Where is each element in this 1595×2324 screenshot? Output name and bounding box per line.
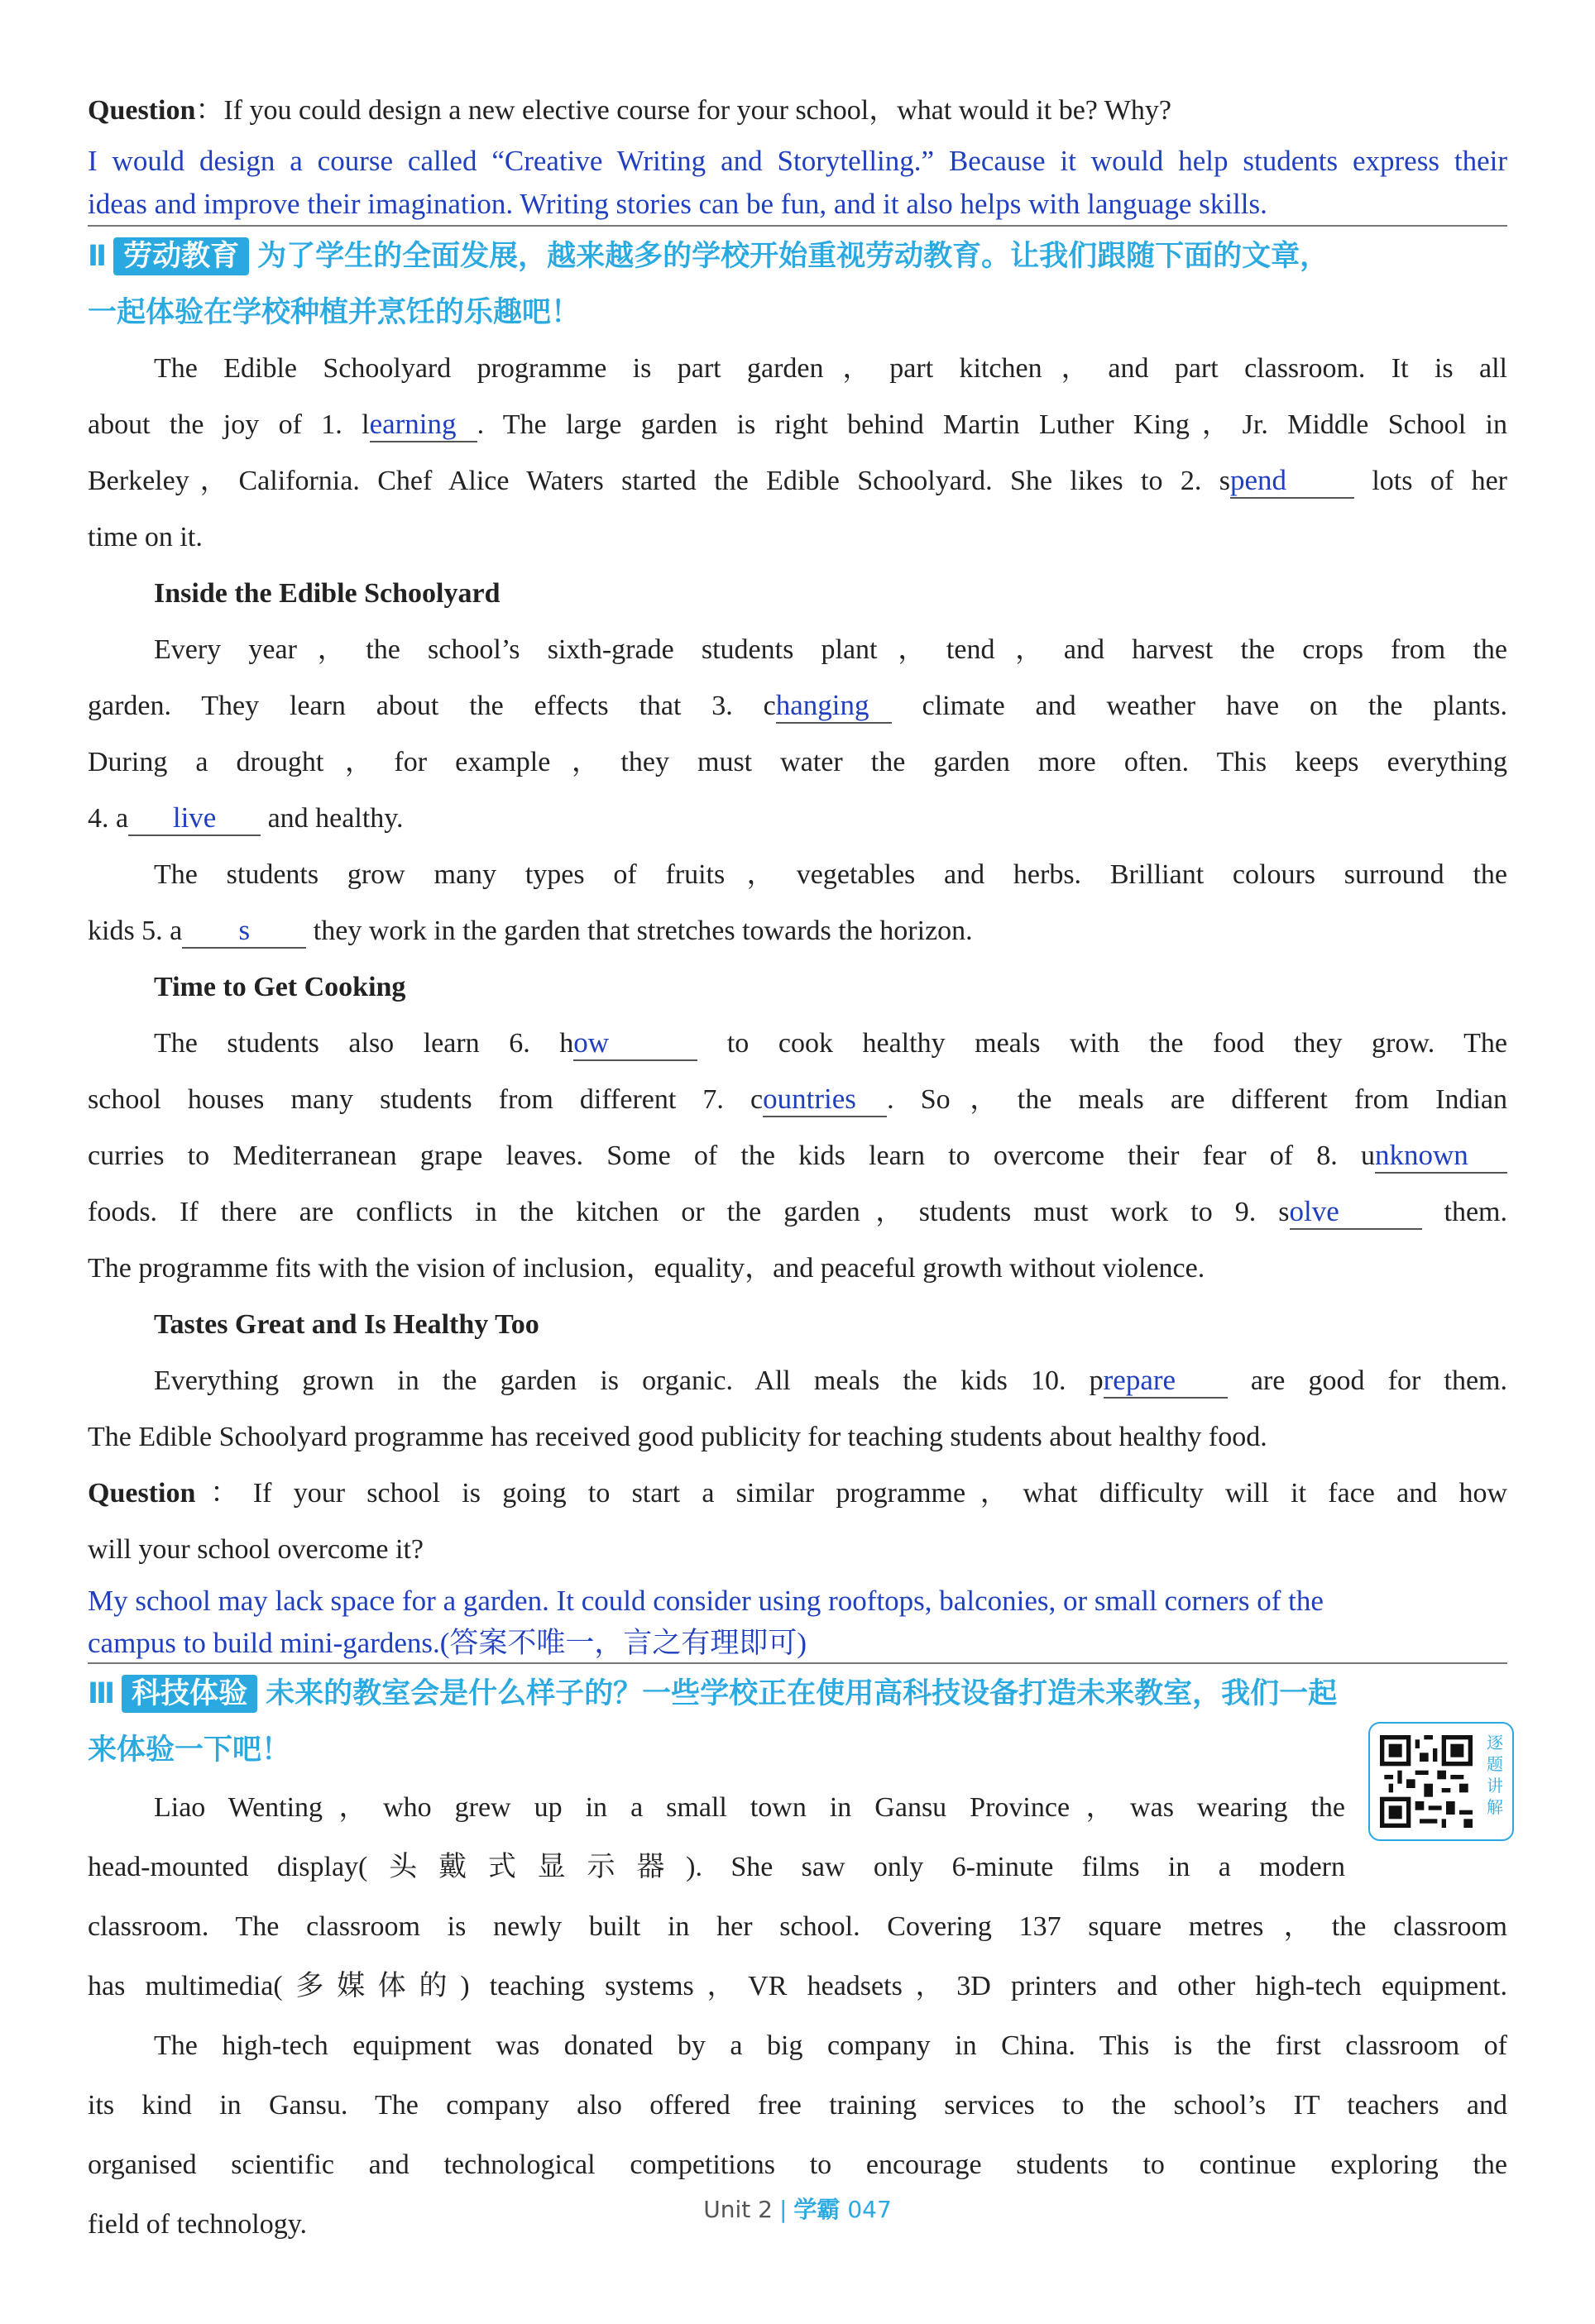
passage-line: curries to Mediterranean grape leaves. Some of the kids learn to overcome their fear of 8. unknown (88, 1128, 1507, 1184)
blank-2[interactable]: pend (1230, 464, 1354, 499)
question-2-line-2: will your school overcome it? (88, 1534, 424, 1565)
passage-line: about the joy of 1. learning . The large garden is right behind Martin Luther King，Jr. Middle School in (88, 397, 1507, 453)
passage-line: 4. a live and healthy. (88, 791, 1507, 847)
footer-separator: | (778, 2196, 788, 2223)
passage-line: The Edible Schoolyard programme has received good publicity for teaching students about healthy food. (88, 1422, 1267, 1452)
blank-6[interactable]: ow (573, 1026, 697, 1061)
passage-line: The students also learn 6. how to cook healthy meals with the food they grow. The (88, 1016, 1507, 1072)
qr-code-icon (1380, 1735, 1473, 1828)
page-number: 047 (847, 2196, 892, 2223)
blank-5[interactable]: s (182, 914, 306, 949)
section-3-heading: Ⅲ 科技体验 未来的教室会是什么样子的？一些学校正在使用高科技设备打造未来教室，我们一起 (88, 1666, 1507, 1722)
blank-4[interactable]: live (128, 801, 261, 836)
passage-line: The high-tech equipment was donated by a big company in China. This is the first classroom of (154, 2030, 1507, 2061)
blank-10[interactable]: repare (1104, 1364, 1228, 1399)
passage-line: has multimedia(多媒体的) teaching systems，VR headsets，3D printers and other high-tech equipment. (88, 1971, 1507, 2001)
worksheet-page (88, 83, 1507, 2255)
passage-line: garden. They learn about the effects that 3. changing climate and weather have on the plants. (88, 678, 1507, 734)
passage-line: field of technology. (88, 2209, 307, 2240)
answer-1-line-1: I would design a course called “Creative Writing and Storytelling.” Because it would help students express their (88, 145, 1507, 177)
passage-line: The programme fits with the vision of inclusion，equality，and peaceful growth without violence. (88, 1253, 1205, 1284)
blank-8[interactable]: nknown (1375, 1139, 1507, 1174)
question-2: Question：If your school is going to start a similar programme，what difficulty will it face and how (88, 1478, 1507, 1509)
blank-7[interactable]: ountries (763, 1083, 887, 1117)
question-label: Question (88, 95, 196, 126)
passage-line: The Edible Schoolyard programme is part garden，part kitchen，and part classroom. It is all (154, 353, 1507, 384)
passage-line: school houses many students from different 7. countries . So，the meals are different from Indian (88, 1072, 1507, 1128)
passage-line: head-mounted display(头戴式显示器). She saw only 6-minute films in a modern (88, 1852, 1345, 1882)
answer-2-line-2: campus to build mini-gardens.(答案不唯一，言之有理即可) (88, 1624, 1507, 1664)
footer-brand: 学霸 (793, 2196, 841, 2223)
section-badge: 科技体验 (122, 1675, 257, 1713)
passage-line: foods. If there are conflicts in the kitchen or the garden，students must work to 9. solve them. (88, 1184, 1507, 1241)
blank-9[interactable]: olve (1290, 1195, 1422, 1230)
passage-line: kids 5. a s they work in the garden that stretches towards the horizon. (88, 903, 1507, 959)
passage-line: Everything grown in the garden is organic. All meals the kids 10. prepare are good for them. (88, 1353, 1507, 1409)
page-footer (0, 2192, 1595, 2225)
blank-3[interactable]: hanging (776, 689, 892, 724)
section-3-intro-line-2: 来体验一下吧！ (88, 1733, 291, 1767)
subheading: Tastes Great and Is Healthy Too (154, 1309, 539, 1340)
passage-line: its kind in Gansu. The company also offered free training services to the school’s IT teachers and (88, 2090, 1507, 2121)
section-2-intro-line-2: 一起体验在学校种植并烹饪的乐趣吧！ (88, 296, 581, 329)
passage-line: During a drought，for example，they must water the garden more often. This keeps everything (88, 747, 1507, 777)
section-number: Ⅱ (88, 240, 108, 273)
section-2-heading: Ⅱ 劳动教育 为了学生的全面发展，越来越多的学校开始重视劳动教育。让我们跟随下面的文章， (88, 228, 1507, 285)
qr-label: 逐题讲解 (1487, 1733, 1503, 1817)
section-number: Ⅲ (88, 1677, 116, 1710)
question-1: Question：If you could design a new elective course for your school，what would it be? Why? (88, 95, 1171, 126)
subheading: Time to Get Cooking (154, 972, 406, 1002)
passage-line: Liao Wenting，who grew up in a small town in Gansu Province，was wearing the (154, 1792, 1345, 1823)
passage-line: Berkeley，California. Chef Alice Waters started the Edible Schoolyard. She likes to 2. spend lots of her (88, 453, 1507, 509)
answer-1-line-2: ideas and improve their imagination. Writing stories can be fun, and it also helps with language skills. (88, 184, 1507, 227)
blank-1[interactable]: earning (370, 408, 477, 442)
subheading: Inside the Edible Schoolyard (154, 578, 501, 609)
answer-2-line-1: My school may lack space for a garden. It could consider using rooftops, balconies, or small corners of the (88, 1585, 1324, 1617)
passage-line: classroom. The classroom is newly built in her school. Covering 137 square metres，the classroom (88, 1911, 1507, 1942)
footer-unit: Unit 2 (703, 2196, 773, 2223)
passage-line: The students grow many types of fruits，vegetables and herbs. Brilliant colours surround the (154, 859, 1507, 890)
passage-line: organised scientific and technological competitions to encourage students to continue exploring the (88, 2149, 1507, 2180)
passage-line: Every year，the school’s sixth-grade students plant，tend，and harvest the crops from the (154, 634, 1507, 665)
qr-code-box[interactable] (1368, 1722, 1514, 1841)
section-badge: 劳动教育 (113, 237, 249, 275)
passage-line: time on it. (88, 522, 203, 552)
question-label: Question (88, 1478, 196, 1509)
